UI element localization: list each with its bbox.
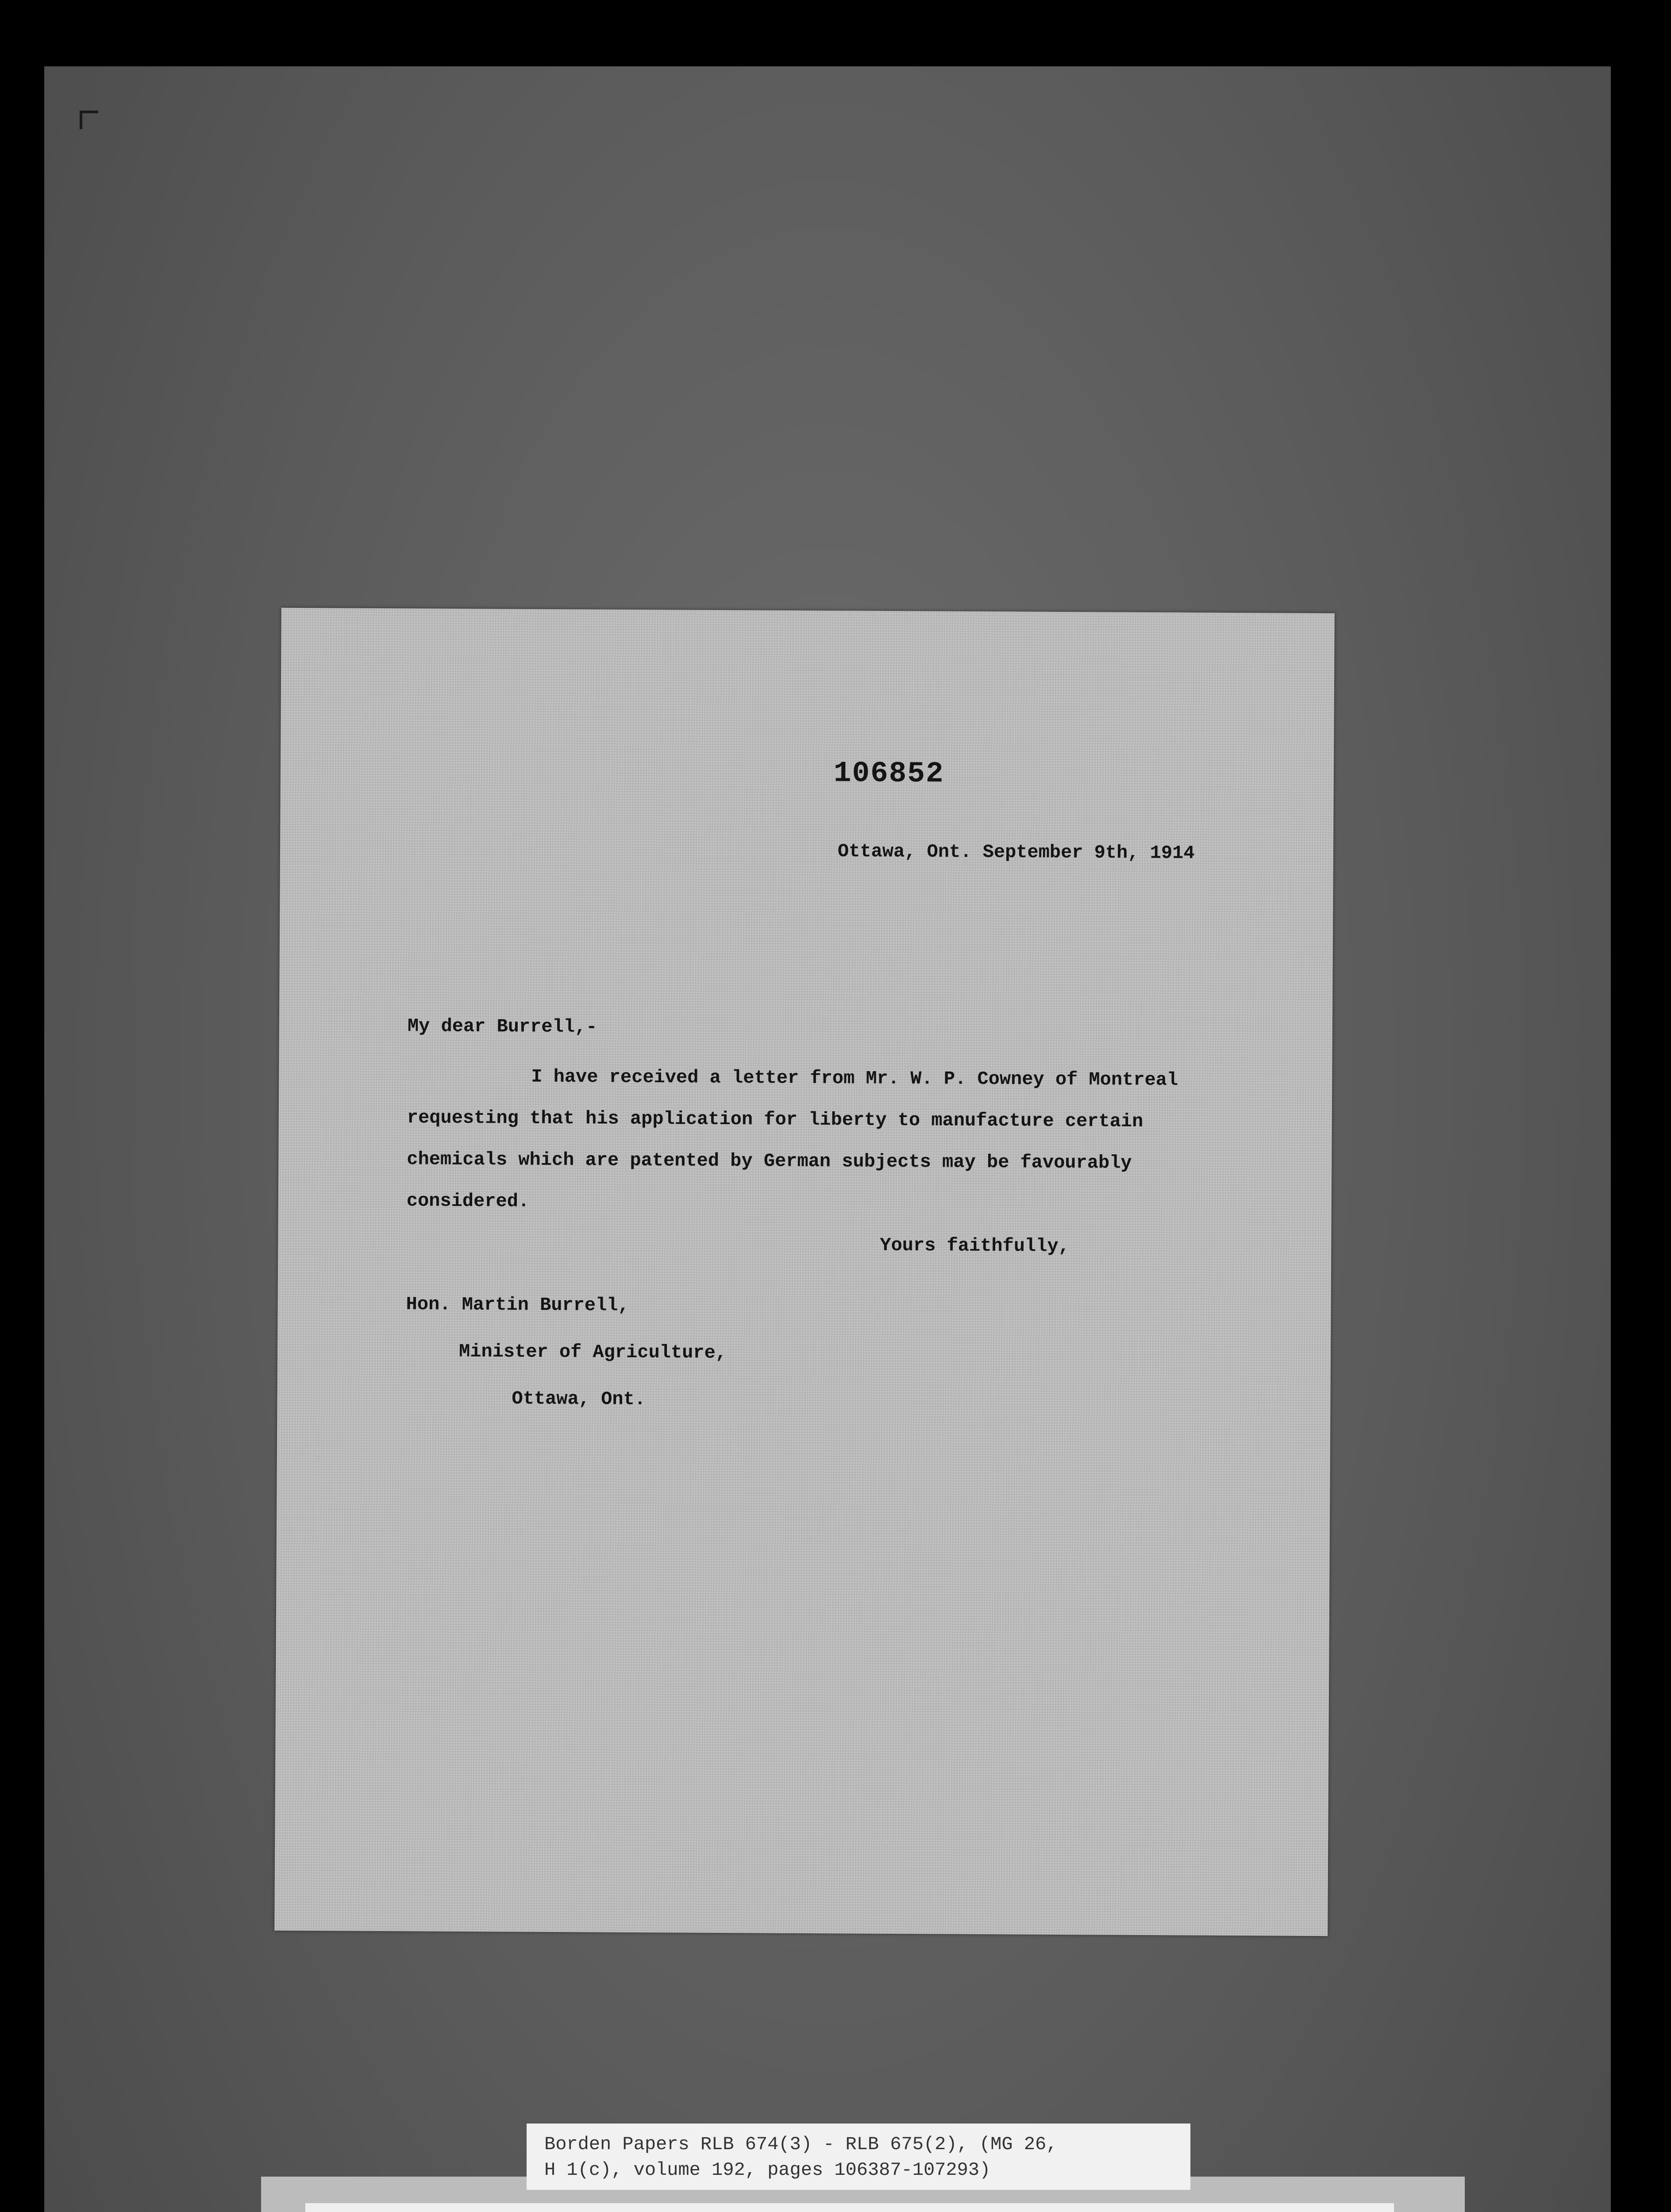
addressee-title: Minister of Agriculture, xyxy=(458,1340,727,1364)
reference-label xyxy=(527,2124,1190,2190)
letter-body-line: considered. xyxy=(406,1190,530,1212)
corner-registration-mark xyxy=(80,111,98,129)
letter-closing: Yours faithfully, xyxy=(880,1234,1070,1257)
letter-page xyxy=(274,608,1335,1936)
letter-addressee xyxy=(405,1281,727,1423)
letter-body xyxy=(407,1055,1195,1225)
letter-dateline: Ottawa, Ont. September 9th, 1914 xyxy=(837,841,1195,864)
addressee-city: Ottawa, Ont. xyxy=(512,1388,646,1410)
reference-line: Borden Papers RLB 674(3) - RLB 675(2), (MG 26, xyxy=(544,2134,1058,2155)
reference-line: H 1(c), volume 192, pages 106387-107293) xyxy=(544,2159,991,2181)
letter-body-line: requesting that his application for liberty to manufacture certain xyxy=(407,1107,1144,1133)
letter-salutation: My dear Burrell,- xyxy=(407,1015,597,1038)
addressee-name: Hon. Martin Burrell, xyxy=(406,1294,629,1316)
letter-body-line: I have received a letter from Mr. W. P. Cowney of Montreal xyxy=(531,1066,1178,1091)
archive-card xyxy=(305,2203,1394,2212)
letter-body-line: chemicals which are patented by German subjects may be favourably xyxy=(407,1148,1132,1174)
document-number: 106852 xyxy=(833,757,944,791)
